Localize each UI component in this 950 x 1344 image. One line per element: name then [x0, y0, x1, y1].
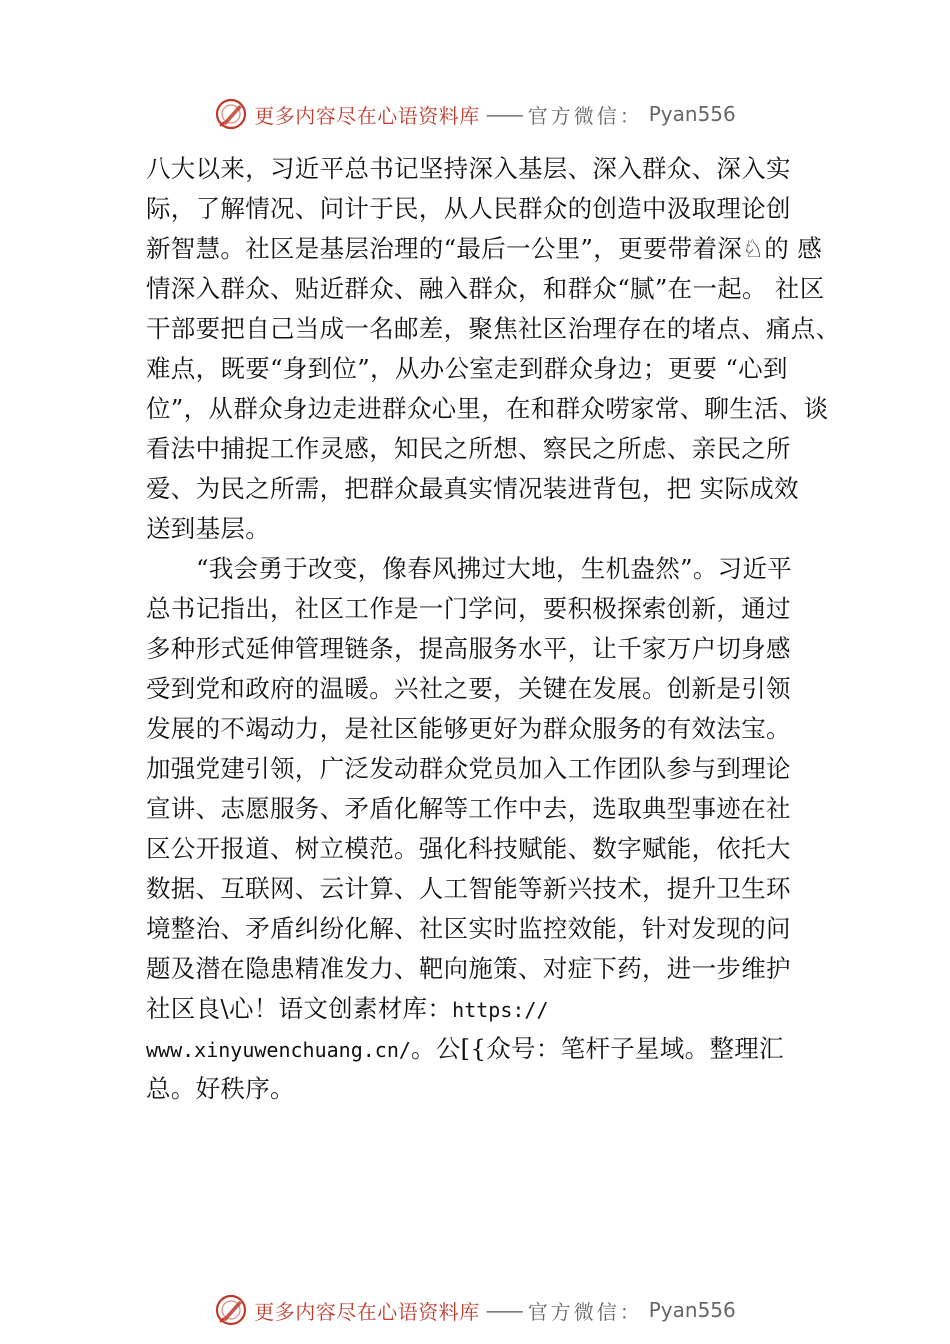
body-line: 新智慧。社区是基层治理的“最后一公里”，更要带着深♘的 感: [146, 234, 822, 263]
header-wechat-id: Pyan556: [648, 102, 736, 126]
body-line: 八大以来，习近平总书记坚持深入基层、深入群众、深入实: [146, 154, 791, 183]
body-line-url-cont: [146, 1029, 836, 1069]
body-line: 际，了解情况、问计于民，从人民群众的创造中汲取理论创: [146, 194, 791, 223]
footer-wechat-label: 官方微信：: [527, 1299, 643, 1324]
body-line: 难点，既要“身到位”，从办公室走到群众身边；更要 “心到: [146, 354, 788, 383]
body-text-segment: 。公[{众号：笔杆子星域。整理汇: [410, 1034, 784, 1063]
body-line: 题及潜在隐患精准发力、靶向施策、对症下药，进一步维护: [146, 954, 791, 983]
body-line: 加强党建引领，广泛发动群众党员加入工作团队参与到理论: [146, 754, 791, 783]
body-line: 区公开报道、树立模范。强化科技赋能、数字赋能，依托大: [146, 834, 791, 863]
body-line: 总书记指出，社区工作是一门学问，要积极探索创新，通过: [146, 594, 791, 623]
body-line: 看法中捕捉工作灵感，知民之所想、察民之所虑、亲民之所: [146, 434, 791, 463]
body-line: 受到党和政府的温暖。兴社之要，关键在发展。创新是引领: [146, 674, 791, 703]
footer-site-text: 更多内容尽在心语资料库: [254, 1299, 480, 1324]
quill-pen-seal-icon: [214, 1293, 248, 1327]
body-line-paragraph-start: “我会勇于改变，像春风拂过大地，生机盎然”。习近平: [196, 554, 793, 583]
header-banner: [0, 94, 950, 134]
header-wechat-label: 官方微信：: [527, 103, 643, 128]
body-line-url: [146, 989, 836, 1029]
body-line: 宣讲、志愿服务、矛盾化解等工作中去，选取典型事迹在社: [146, 794, 791, 823]
body-line: 位”，从群众身边走进群众心里，在和群众唠家常、聊生活、谈: [146, 394, 829, 423]
body-line: 多种形式延伸管理链条，提高服务水平，让千家万户切身感: [146, 634, 791, 663]
url-domain: www.xinyuwenchuang.cn/: [146, 1038, 411, 1062]
quill-pen-seal-icon: [214, 97, 248, 131]
body-line: 情深入群众、贴近群众、融入群众，和群众“腻”在一起。 社区: [146, 274, 825, 303]
article-body: [146, 149, 841, 1109]
body-line: 境整治、矛盾纠纷化解、社区实时监控效能，针对发现的问: [146, 914, 791, 943]
body-line: 干部要把自己当成一名邮差，聚焦社区治理存在的堵点、痛点、: [146, 314, 841, 343]
body-line: 送到基层。: [146, 514, 270, 543]
body-line: 总。好秩序。: [146, 1074, 295, 1103]
header-dash: ——: [485, 102, 522, 126]
footer-wechat-id: Pyan556: [648, 1298, 736, 1322]
body-line: 发展的不竭动力，是社区能够更好为群众服务的有效法宝。: [146, 714, 791, 743]
header-site-text: 更多内容尽在心语资料库: [254, 103, 480, 128]
footer-dash: ——: [485, 1298, 522, 1322]
url-protocol: https://: [452, 998, 549, 1022]
body-text-segment: 社区良\心！语文创素材库：: [146, 994, 453, 1023]
body-line: 爱、为民之所需，把群众最真实情况装进背包，把 实际成效: [146, 474, 799, 503]
body-line: 数据、互联网、云计算、人工智能等新兴技术，提升卫生环: [146, 874, 791, 903]
footer-banner: [0, 1290, 950, 1330]
